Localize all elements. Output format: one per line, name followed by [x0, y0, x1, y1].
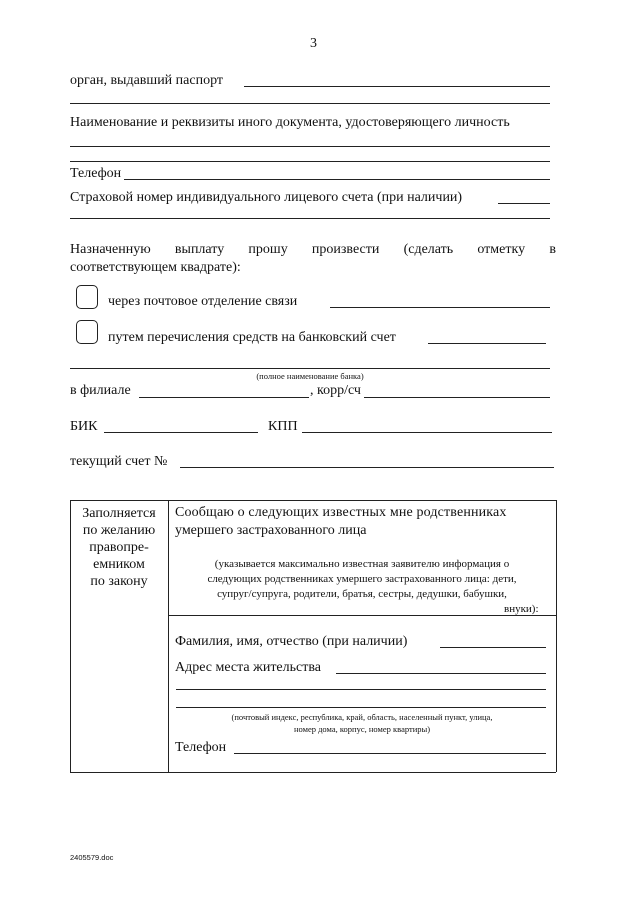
insurance-number-field-2[interactable]	[70, 218, 550, 219]
relatives-note-line: внуки):	[504, 603, 539, 615]
post-office-checkbox[interactable]	[76, 285, 98, 309]
other-document-field-1[interactable]	[70, 146, 550, 147]
branch-label: в филиале	[70, 383, 131, 398]
successor-note-line: по закону	[90, 574, 148, 589]
relative-phone-field[interactable]	[234, 753, 546, 754]
relatives-note-line: следующих родственниках умершего застрахованного лица: дети,	[207, 573, 517, 585]
relative-phone-label: Телефон	[175, 740, 227, 755]
successor-note-line: по желанию	[82, 523, 156, 538]
table-bottom-border	[70, 772, 556, 773]
post-office-field[interactable]	[330, 307, 550, 308]
payment-word: отметку	[477, 242, 526, 257]
bank-name-caption: (полное наименование банка)	[256, 371, 364, 381]
passport-issuer-label: орган, выдавший паспорт	[70, 73, 224, 88]
payment-request-line2: соответствующем квадрате):	[70, 260, 241, 275]
relative-address-field-3[interactable]	[176, 707, 546, 708]
bank-transfer-option-label: путем перечисления средств на банковский счет	[108, 330, 396, 345]
relatives-heading-line2: умершего застрахованного лица	[175, 523, 367, 538]
insurance-number-field[interactable]	[498, 203, 550, 204]
kpp-label: КПП	[268, 419, 298, 434]
payment-word: в	[549, 242, 556, 257]
passport-issuer-field-2[interactable]	[70, 103, 550, 104]
address-caption-line: номер дома, корпус, номер квартиры)	[293, 724, 431, 734]
payment-word: прошу	[248, 242, 288, 257]
successor-note-cell	[72, 505, 166, 590]
phone-label: Телефон	[70, 166, 122, 181]
relatives-heading-text: Сообщаю о следующих известных мне родственниках	[175, 505, 507, 520]
table-top-border	[70, 500, 556, 501]
phone-field[interactable]	[124, 179, 550, 180]
bank-transfer-field[interactable]	[428, 343, 546, 344]
table-column-divider	[168, 500, 169, 772]
corr-account-field[interactable]	[364, 397, 550, 398]
corr-account-label: , корр/сч	[310, 383, 361, 398]
passport-issuer-field[interactable]	[244, 86, 550, 87]
account-label: текущий счет №	[70, 454, 168, 469]
relatives-note-line: (указывается максимально известная заявителю информация о	[214, 558, 510, 570]
payment-request-line1	[70, 242, 556, 258]
bik-label: БИК	[70, 419, 98, 434]
other-document-label: Наименование и реквизиты иного документа, удостоверяющего личность	[70, 115, 510, 130]
relative-address-field[interactable]	[336, 673, 546, 674]
relative-fio-label: Фамилия, имя, отчество (при наличии)	[175, 634, 408, 649]
kpp-field[interactable]	[302, 432, 552, 433]
payment-word: выплату	[174, 242, 225, 257]
payment-word: произвести	[311, 242, 380, 257]
table-row-divider	[168, 615, 556, 616]
post-office-option-label: через почтовое отделение связи	[108, 294, 298, 309]
table-left-border	[70, 500, 71, 772]
payment-word: Назначенную	[70, 242, 151, 257]
bank-name-field[interactable]	[70, 368, 550, 369]
payment-word: (сделать	[403, 242, 454, 257]
successor-note-line: Заполняется	[82, 506, 156, 521]
account-field[interactable]	[180, 467, 554, 468]
bik-field[interactable]	[104, 432, 258, 433]
bank-transfer-checkbox[interactable]	[76, 320, 98, 344]
relative-fio-field[interactable]	[440, 647, 546, 648]
relatives-note-line: супруг/супруга, родители, братья, сестры, дедушки, бабушки,	[217, 588, 507, 600]
address-caption-line: (почтовый индекс, республика, край, область, населенный пункт, улица,	[231, 712, 493, 722]
document-file-name: 2405579.doc	[70, 853, 114, 862]
relative-address-field-2[interactable]	[176, 689, 546, 690]
successor-note-line: емником	[93, 557, 145, 572]
insurance-number-label: Страховой номер индивидуального лицевого счета (при наличии)	[70, 190, 463, 205]
table-right-border	[556, 500, 557, 772]
page-number: 3	[310, 36, 317, 51]
other-document-field-2[interactable]	[70, 161, 550, 162]
relatives-heading-line1	[175, 505, 549, 521]
successor-note-line: правопре-	[89, 540, 149, 555]
relative-address-label: Адрес места жительства	[175, 660, 321, 675]
branch-field[interactable]	[139, 397, 309, 398]
